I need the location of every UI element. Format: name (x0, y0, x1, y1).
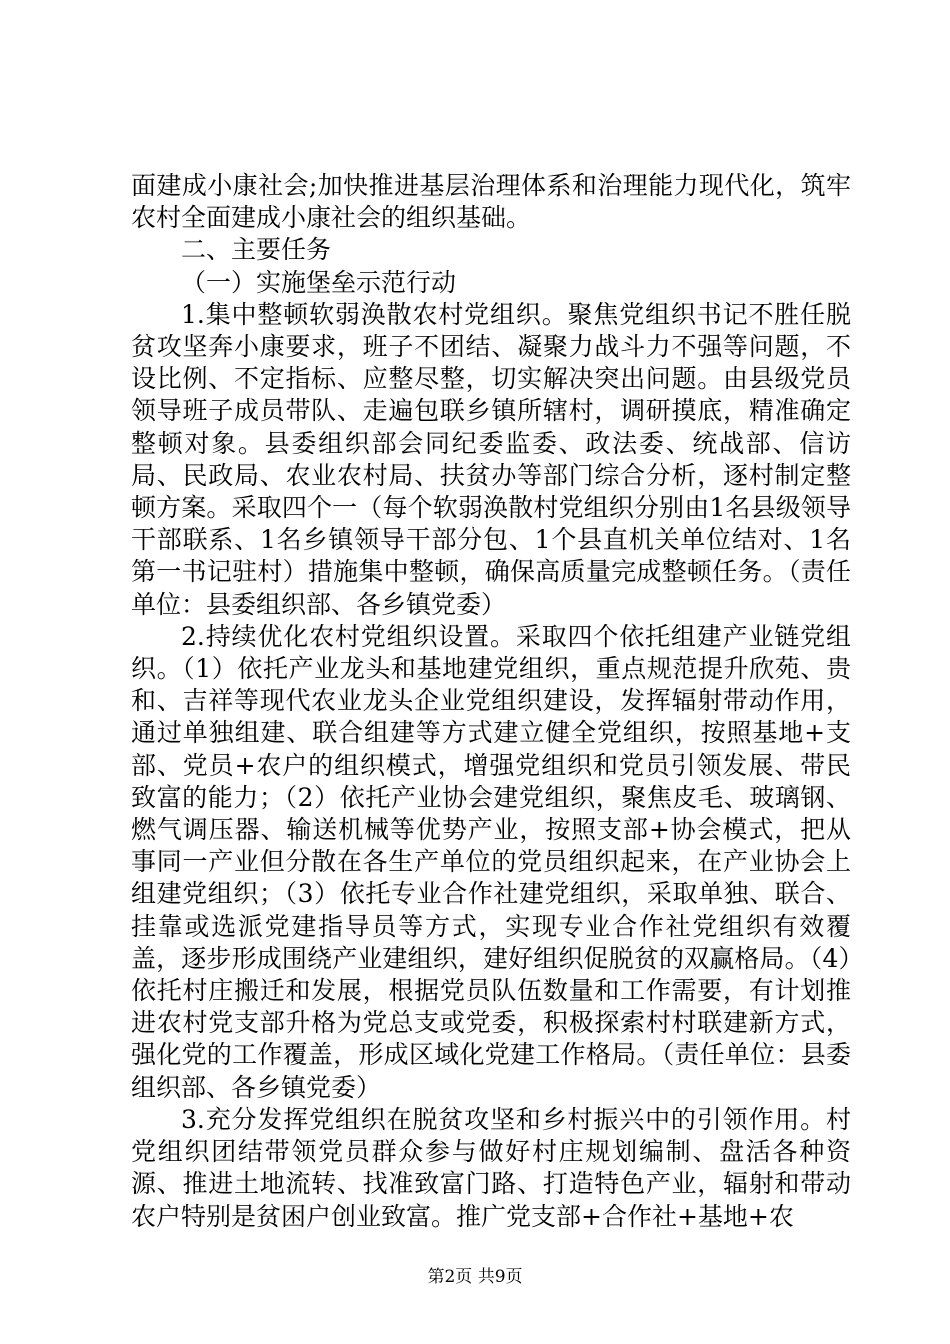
subheading-fortress-action: （一）实施堡垒示范行动 (181, 267, 457, 297)
paragraph-item-3: 3.充分发挥党组织在脱贫攻坚和乡村振兴中的引领作用。村党组织团结带领党员群众参与做好村庄规划编制、盘活各种资源、推进土地流转、找准致富门路、打造特色产业，辐射和带动农户特别是贫困户创业致富。推广党支部+合作社+基地+农 (131, 1104, 851, 1231)
paragraph-item-2: 2.持续优化农村党组织设置。采取四个依托组建产业链党组织。（1）依托产业龙头和基地建党组织，重点规范提升欣苑、贵和、吉祥等现代农业龙头企业党组织建设，发挥辐射带动作用，通过单独组建、联合组建等方式建立健全党组织，按照基地+支部、党员+农户的组织模式，增强党组织和党员引领发展、带民致富的能力；（2）依托产业协会建党组织，聚焦皮毛、玻璃钢、燃气调压器、输送机械等优势产业，按照支部+协会模式，把从事同一产业但分散在各生产单位的党员组织起来，在产业协会上组建党组织；（3）依托专业合作社建党组织，采取单独、联合、挂靠或选派党建指导员等方式，实现专业合作社党组织有效覆盖，逐步形成围绕产业建组织，建好组织促脱贫的双赢格局。（4）依托村庄搬迁和发展，根据党员队伍数量和工作需要，有计划推进农村党支部升格为党总支或党委，积极探索村村联建新方式，强化党的工作覆盖，形成区域化党建工作格局。（责任单位：县委组织部、各乡镇党委） (131, 621, 851, 1102)
paragraph-intro-continuation: 面建成小康社会;加快推进基层治理体系和治理能力现代化，筑牢农村全面建成小康社会的组织基础。 (131, 171, 851, 233)
heading-main-tasks: 二、主要任务 (181, 235, 332, 265)
page-footer: 第2页 共9页 (427, 1267, 523, 1287)
paragraph-item-1: 1.集中整顿软弱涣散农村党组织。聚焦党组织书记不胜任脱贫攻坚奔小康要求，班子不团结、凝聚力战斗力不强等问题，不设比例、不定指标、应整尽整，切实解决突出问题。由县级党员领导班子成员带队、走遍包联乡镇所辖村，调研摸底，精准确定整顿对象。县委组织部会同纪委监委、政法委、统战部、信访局、民政局、农业农村局、扶贫办等部门综合分析，逐村制定整顿方案。采取四个一（每个软弱涣散村党组织分别由1名县级领导干部联系、1名乡镇领导干部分包、1个县直机关单位结对、1名第一书记驻村）措施集中整顿，确保高质量完成整顿任务。（责任单位：县委组织部、各乡镇党委） (131, 299, 851, 619)
body-text (131, 170, 851, 1233)
